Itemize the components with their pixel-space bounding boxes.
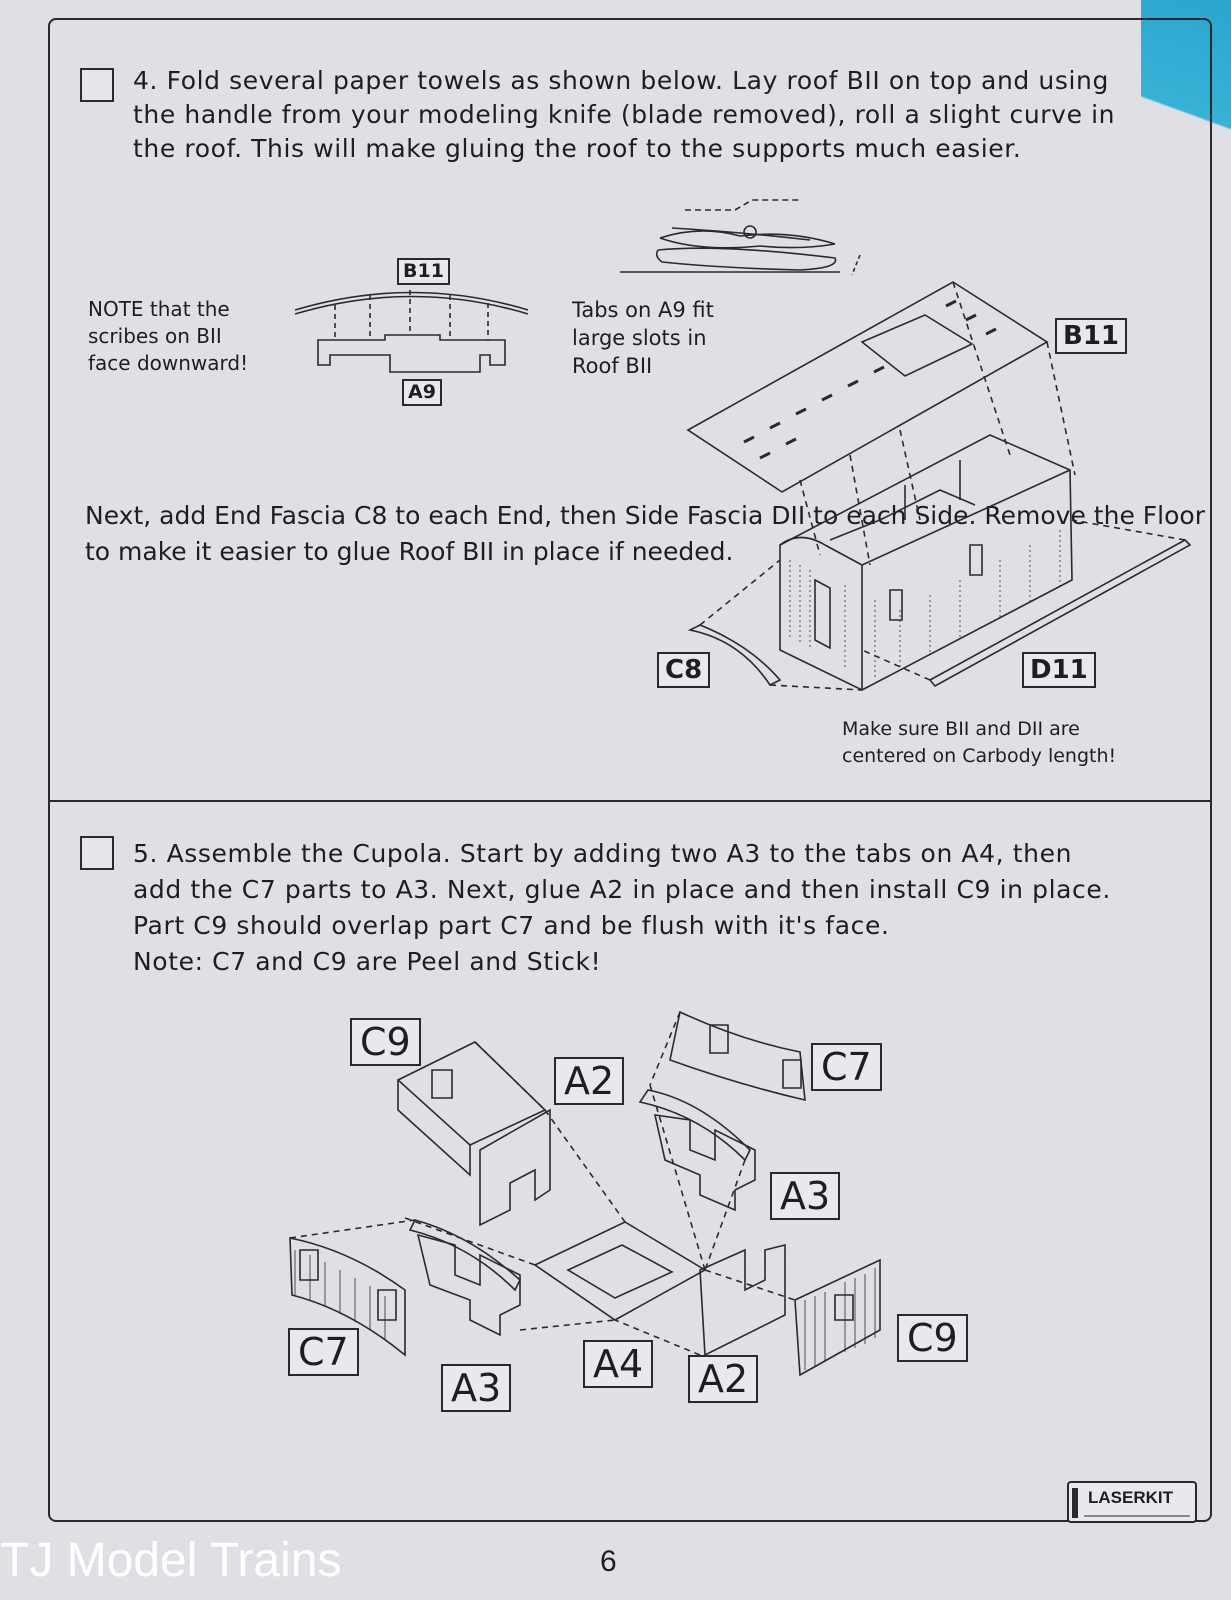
body-line: Next, add End Fascia C8 to each End, then Side [85,501,679,530]
watermark-text: TJ Model Trains [0,1534,342,1587]
note-line: large slots in [572,326,707,350]
step5-line: 5. Assemble the Cupola. Start by adding two A3 to the tabs on A4, then [133,839,1073,868]
paper-towels-diagram [620,200,860,275]
label-a2-top: A2 [554,1057,624,1105]
label-b11-small: B11 [397,258,450,285]
step5-line: Note: C7 and C9 are Peel and Stick! [133,947,602,976]
label-b11-large: B11 [1055,318,1127,354]
body-line: to make it easier to glue Roof BII in [85,537,525,566]
cupola-diagram [290,1012,880,1375]
note-line: Roof BII [572,354,653,378]
label-c7-top: C7 [811,1043,882,1091]
label-c7-left: C7 [288,1328,359,1376]
note-line: face downward! [88,351,249,375]
note-line: Make sure BII and DII are [842,718,1080,740]
page-number: 6 [600,1545,617,1578]
logo-text: LASERKIT [1088,1488,1173,1507]
step5-line: add the C7 parts to A3. Next, glue A2 in place and then install C9 in place. [133,875,1111,904]
label-a2-bottom: A2 [688,1355,758,1403]
label-c8: C8 [657,652,710,688]
step4-line: 4. Fold several paper towels as shown below. Lay roof BII on top and using [133,66,1109,95]
note-line: centered on Carbody length! [842,745,1117,767]
step4-line: the handle from your modeling knife (blade removed), roll a slight curve in [133,100,1116,129]
note-line: Tabs on A9 fit [572,298,714,322]
body-line: Fascia DII to each Side. Remove the Floor [686,501,1205,530]
body-line: place if needed. [532,537,734,566]
carbody-diagram [690,282,1190,690]
label-c9-top: C9 [350,1018,421,1066]
label-c9-right: C9 [897,1314,968,1362]
label-d11: D11 [1022,652,1096,688]
label-a9: A9 [402,379,442,406]
step5-line: Part C9 should overlap part C7 and be flush with it's face. [133,911,890,940]
label-a3-right: A3 [770,1172,840,1220]
roof-b11-diagram [688,282,1047,492]
label-a3-left: A3 [441,1364,511,1412]
note-line: NOTE that the [88,297,230,321]
label-a4: A4 [583,1340,653,1388]
note-line: scribes on BII [88,324,222,348]
step4-line: the roof. This will make gluing the roof to the supports much easier. [133,134,1022,163]
roof-section-diagram [295,290,528,372]
